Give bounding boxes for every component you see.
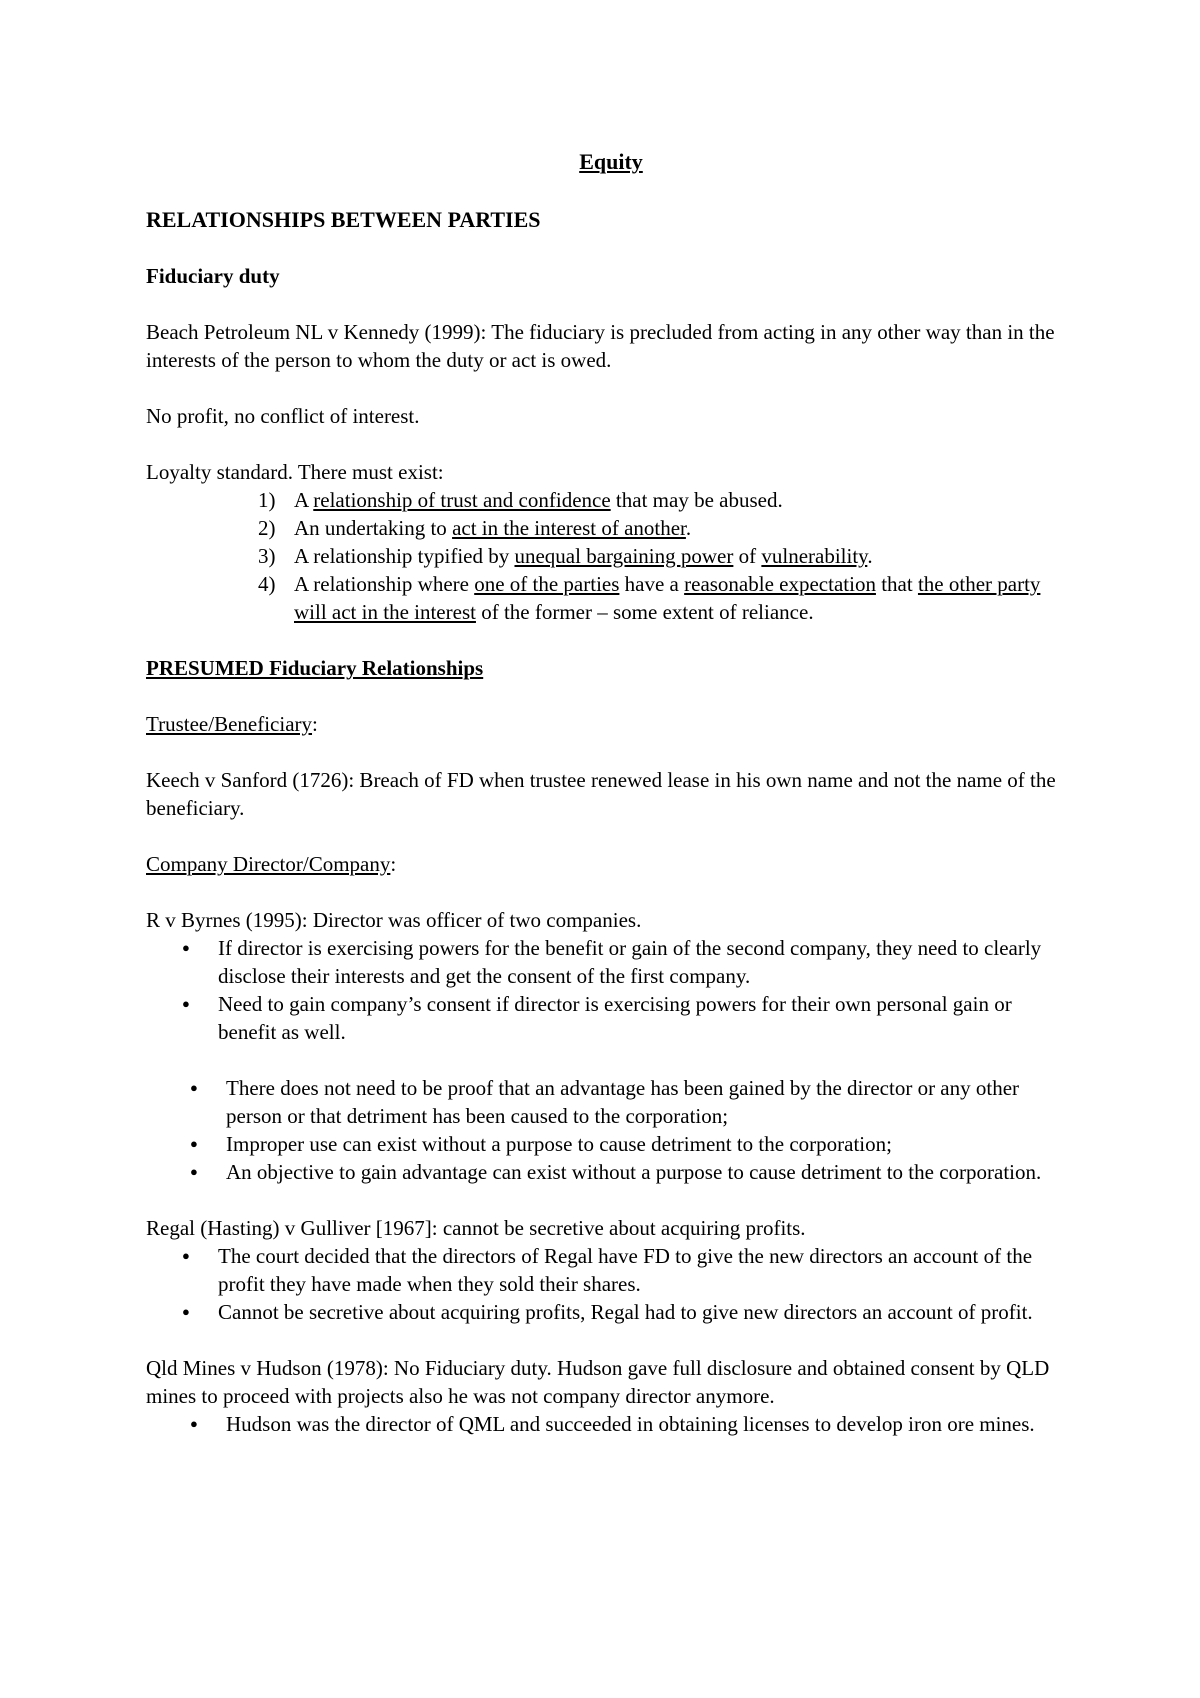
regal-paragraph: Regal (Hasting) v Gulliver [1967]: cannot be secretive about acquiring profits. [146, 1216, 806, 1240]
qld-list [146, 1410, 1066, 1438]
loyalty-item: A relationship where one of the parties have a reasonable expectation that the other party will act in the interest of the former – some extent of reliance. [294, 572, 1041, 624]
trustee-heading: Trustee/Beneficiary: [146, 712, 318, 736]
byrnes-list [146, 934, 1066, 1046]
loyalty-item: An undertaking to act in the interest of another. [294, 516, 692, 540]
loyalty-intro: Loyalty standard. There must exist: [146, 460, 444, 484]
document-title: Equity [579, 149, 643, 174]
regal-list [146, 1242, 1066, 1326]
loyalty-list [146, 486, 1066, 626]
presumed-heading: PRESUMED Fiduciary Relationships [146, 656, 484, 680]
list-item: ● There does not need to be proof that an advantage has been gained by the director or any other person or that detriment has been caused to the corporation; [226, 1074, 1066, 1130]
keech-paragraph: Keech v Sanford (1726): Breach of FD when trustee renewed lease in his own name and not the name of the beneficiary. [146, 768, 1056, 820]
list-item: ● An objective to gain advantage can exist without a purpose to cause detriment to the corporation. [226, 1158, 1066, 1186]
list-item: ● Improper use can exist without a purpose to cause detriment to the corporation; [226, 1130, 1066, 1158]
qld-mines-paragraph: Qld Mines v Hudson (1978): No Fiduciary duty. Hudson gave full disclosure and obtained consent by QLD mines to proceed with projects also he was not company director anymore. [146, 1356, 1050, 1408]
loyalty-item: A relationship of trust and confidence that may be abused. [294, 488, 783, 512]
loyalty-item: A relationship typified by unequal bargaining power of vulnerability. [294, 544, 873, 568]
list-item: ● Need to gain company’s consent if director is exercising powers for their own personal gain or benefit as well. [218, 990, 1066, 1046]
document-page [146, 148, 1066, 1438]
list-item: ● Hudson was the director of QML and succeeded in obtaining licenses to develop iron ore mines. [226, 1410, 1066, 1438]
fiduciary-duty-heading: Fiduciary duty [146, 264, 280, 288]
section-heading: RELATIONSHIPS BETWEEN PARTIES [146, 207, 541, 232]
list-item: ● Cannot be secretive about acquiring profits, Regal had to give new directors an account of profit. [218, 1298, 1066, 1326]
beach-petroleum-paragraph: Beach Petroleum NL v Kennedy (1999): The fiduciary is precluded from acting in any other way than in the interests of the person to whom the duty or act is owed. [146, 320, 1055, 372]
byrnes-paragraph: R v Byrnes (1995): Director was officer of two companies. [146, 908, 642, 932]
company-heading: Company Director/Company: [146, 852, 397, 876]
list-item: ● The court decided that the directors of Regal have FD to give the new directors an account of the profit they have made when they sold their shares. [218, 1242, 1066, 1298]
byrnes-list-2 [146, 1074, 1066, 1186]
list-item: ● If director is exercising powers for the benefit or gain of the second company, they need to clearly disclose their interests and get the consent of the first company. [218, 934, 1066, 990]
no-profit-paragraph: No profit, no conflict of interest. [146, 404, 420, 428]
